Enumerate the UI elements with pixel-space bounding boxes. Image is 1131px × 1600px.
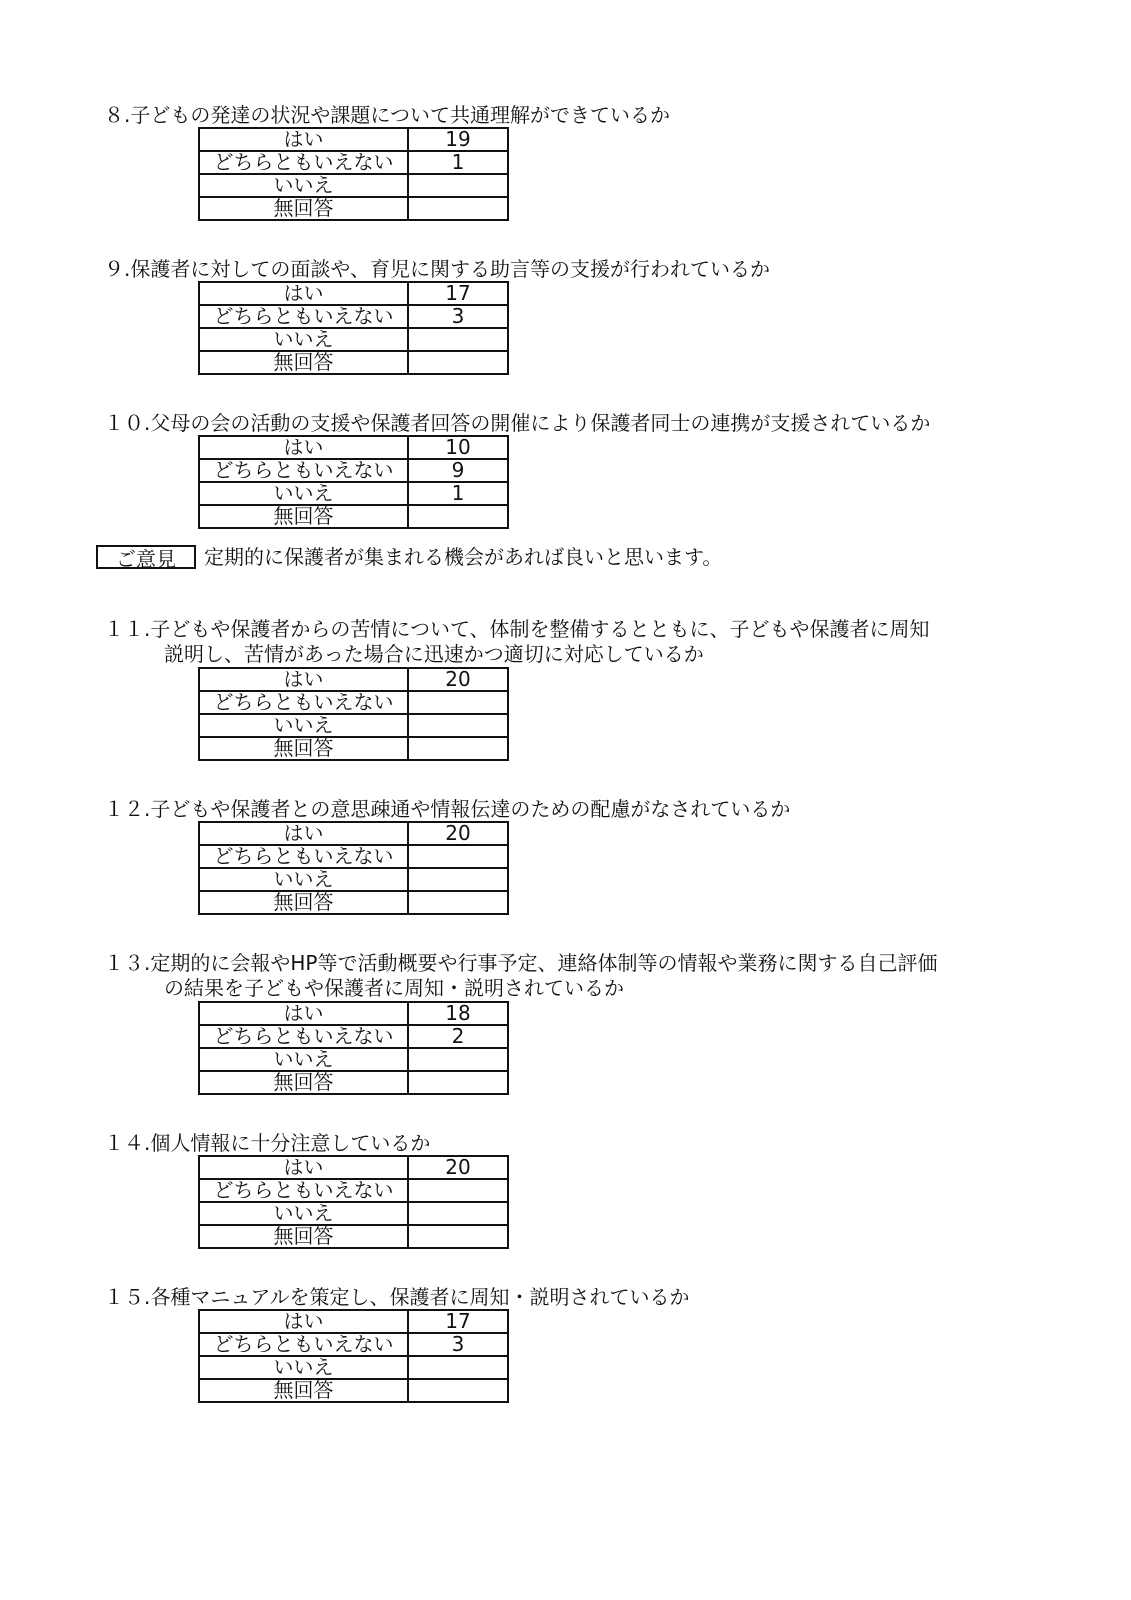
table-row: [199, 1333, 508, 1356]
answer-count: 3: [408, 305, 508, 328]
answer-label: どちらともいえない: [199, 845, 408, 868]
question-text: 各種マニュアルを策定し、保護者に周知・説明されているか: [150, 1285, 690, 1309]
answer-count: [408, 328, 508, 351]
answer-count: 17: [408, 1310, 508, 1333]
table-row: [199, 282, 508, 305]
question-11-answer-table: [198, 667, 509, 761]
table-row: [199, 459, 508, 482]
question-text: 子どもや保護者との意思疎通や情報伝達のための配慮がなされているか: [150, 797, 791, 821]
answer-count: 1: [408, 151, 508, 174]
answer-label: いいえ: [199, 714, 408, 737]
question-10-title: [104, 411, 930, 436]
answer-label: はい: [199, 668, 408, 691]
question-10-answer-table: [198, 435, 509, 529]
question-text: 子どもや保護者からの苦情について、体制を整備するとともに、子どもや保護者に周知: [150, 617, 930, 641]
question-text-continued: 説明し、苦情があった場合に迅速かつ適切に対応しているか: [164, 642, 704, 666]
answer-label: どちらともいえない: [199, 1025, 408, 1048]
question-text-continued: の結果を子どもや保護者に周知・説明されているか: [164, 976, 624, 1000]
table-row: [199, 1002, 508, 1025]
table-row: [199, 1156, 508, 1179]
table-row: [199, 305, 508, 328]
answer-count: [408, 1179, 508, 1202]
answer-count: 17: [408, 282, 508, 305]
question-13-title: [104, 951, 937, 1001]
answer-count: 20: [408, 1156, 508, 1179]
answer-count: 19: [408, 128, 508, 151]
answer-label: 無回答: [199, 891, 408, 914]
answer-count: 20: [408, 822, 508, 845]
table-row: [199, 1071, 508, 1094]
answer-count: 18: [408, 1002, 508, 1025]
answer-label: どちらともいえない: [199, 151, 408, 174]
answer-label: 無回答: [199, 505, 408, 528]
question-text: 保護者に対しての面談や、育児に関する助言等の支援が行われているか: [130, 257, 770, 281]
table-row: [199, 668, 508, 691]
answer-label: どちらともいえない: [199, 1333, 408, 1356]
question-text: 父母の会の活動の支援や保護者回答の開催により保護者同士の連携が支援されているか: [150, 411, 931, 435]
answer-label: いいえ: [199, 868, 408, 891]
question-11-title: [104, 617, 930, 667]
answer-label: 無回答: [199, 1071, 408, 1094]
answer-label: 無回答: [199, 351, 408, 374]
answer-count: [408, 1071, 508, 1094]
answer-label: いいえ: [199, 1048, 408, 1071]
answer-label: はい: [199, 1156, 408, 1179]
table-row: [199, 482, 508, 505]
answer-count: [408, 197, 508, 220]
answer-count: [408, 691, 508, 714]
answer-label: いいえ: [199, 482, 408, 505]
table-row: [199, 868, 508, 891]
question-number: １１.: [104, 617, 151, 641]
table-row: [199, 1048, 508, 1071]
question-number: １５.: [104, 1285, 151, 1309]
question-15-title: [104, 1285, 690, 1310]
question-9-title: [104, 257, 770, 282]
answer-count: [408, 1202, 508, 1225]
answer-label: 無回答: [199, 1225, 408, 1248]
table-row: [199, 328, 508, 351]
answer-count: [408, 1379, 508, 1402]
table-row: [199, 174, 508, 197]
question-12-title: [104, 797, 790, 822]
comment-label-box: ご意見: [96, 545, 196, 569]
table-row: [199, 1310, 508, 1333]
answer-count: 3: [408, 1333, 508, 1356]
table-row: [199, 505, 508, 528]
answer-label: いいえ: [199, 328, 408, 351]
question-9-answer-table: [198, 281, 509, 375]
answer-count: [408, 505, 508, 528]
question-12-answer-table: [198, 821, 509, 915]
question-text: 個人情報に十分注意しているか: [150, 1131, 431, 1155]
question-15-answer-table: [198, 1309, 509, 1403]
table-row: [199, 691, 508, 714]
answer-count: [408, 174, 508, 197]
table-row: [199, 1202, 508, 1225]
answer-label: どちらともいえない: [199, 305, 408, 328]
answer-count: 9: [408, 459, 508, 482]
table-row: [199, 1025, 508, 1048]
table-row: [199, 1379, 508, 1402]
answer-count: [408, 351, 508, 374]
answer-count: [408, 714, 508, 737]
answer-count: [408, 891, 508, 914]
answer-count: [408, 1356, 508, 1379]
answer-label: どちらともいえない: [199, 1179, 408, 1202]
answer-count: 10: [408, 436, 508, 459]
question-number: １０.: [104, 411, 151, 435]
table-row: [199, 737, 508, 760]
answer-count: [408, 868, 508, 891]
question-text: 定期的に会報やHP等で活動概要や行事予定、連絡体制等の情報や業務に関する自己評価: [150, 951, 938, 975]
question-number: １４.: [104, 1131, 151, 1155]
table-row: [199, 1225, 508, 1248]
table-row: [199, 197, 508, 220]
answer-count: [408, 845, 508, 868]
answer-count: 20: [408, 668, 508, 691]
question-number: １３.: [104, 951, 151, 975]
answer-count: 1: [408, 482, 508, 505]
table-row: [199, 714, 508, 737]
question-text: 子どもの発達の状況や課題について共通理解ができているか: [130, 103, 670, 127]
table-row: [199, 151, 508, 174]
table-row: [199, 1179, 508, 1202]
question-number: １２.: [104, 797, 151, 821]
answer-label: はい: [199, 128, 408, 151]
answer-label: はい: [199, 1310, 408, 1333]
answer-label: はい: [199, 436, 408, 459]
answer-label: いいえ: [199, 1202, 408, 1225]
answer-label: 無回答: [199, 737, 408, 760]
answer-label: 無回答: [199, 197, 408, 220]
question-14-answer-table: [198, 1155, 509, 1249]
answer-count: [408, 1048, 508, 1071]
table-row: [199, 845, 508, 868]
answer-label: 無回答: [199, 1379, 408, 1402]
question-8-title: [104, 103, 670, 128]
answer-label: いいえ: [199, 174, 408, 197]
answer-label: はい: [199, 1002, 408, 1025]
question-8-answer-table: [198, 127, 509, 221]
question-14-title: [104, 1131, 430, 1156]
comment-text: 定期的に保護者が集まれる機会があれば良いと思います。: [204, 545, 723, 569]
question-13-answer-table: [198, 1001, 509, 1095]
table-row: [199, 351, 508, 374]
answer-count: [408, 1225, 508, 1248]
table-row: [199, 822, 508, 845]
answer-label: はい: [199, 282, 408, 305]
table-row: [199, 128, 508, 151]
answer-label: どちらともいえない: [199, 691, 408, 714]
table-row: [199, 891, 508, 914]
question-number: ９.: [104, 257, 131, 281]
question-number: ８.: [104, 103, 131, 127]
answer-count: [408, 737, 508, 760]
table-row: [199, 436, 508, 459]
answer-label: はい: [199, 822, 408, 845]
table-row: [199, 1356, 508, 1379]
answer-label: いいえ: [199, 1356, 408, 1379]
answer-count: 2: [408, 1025, 508, 1048]
answer-label: どちらともいえない: [199, 459, 408, 482]
